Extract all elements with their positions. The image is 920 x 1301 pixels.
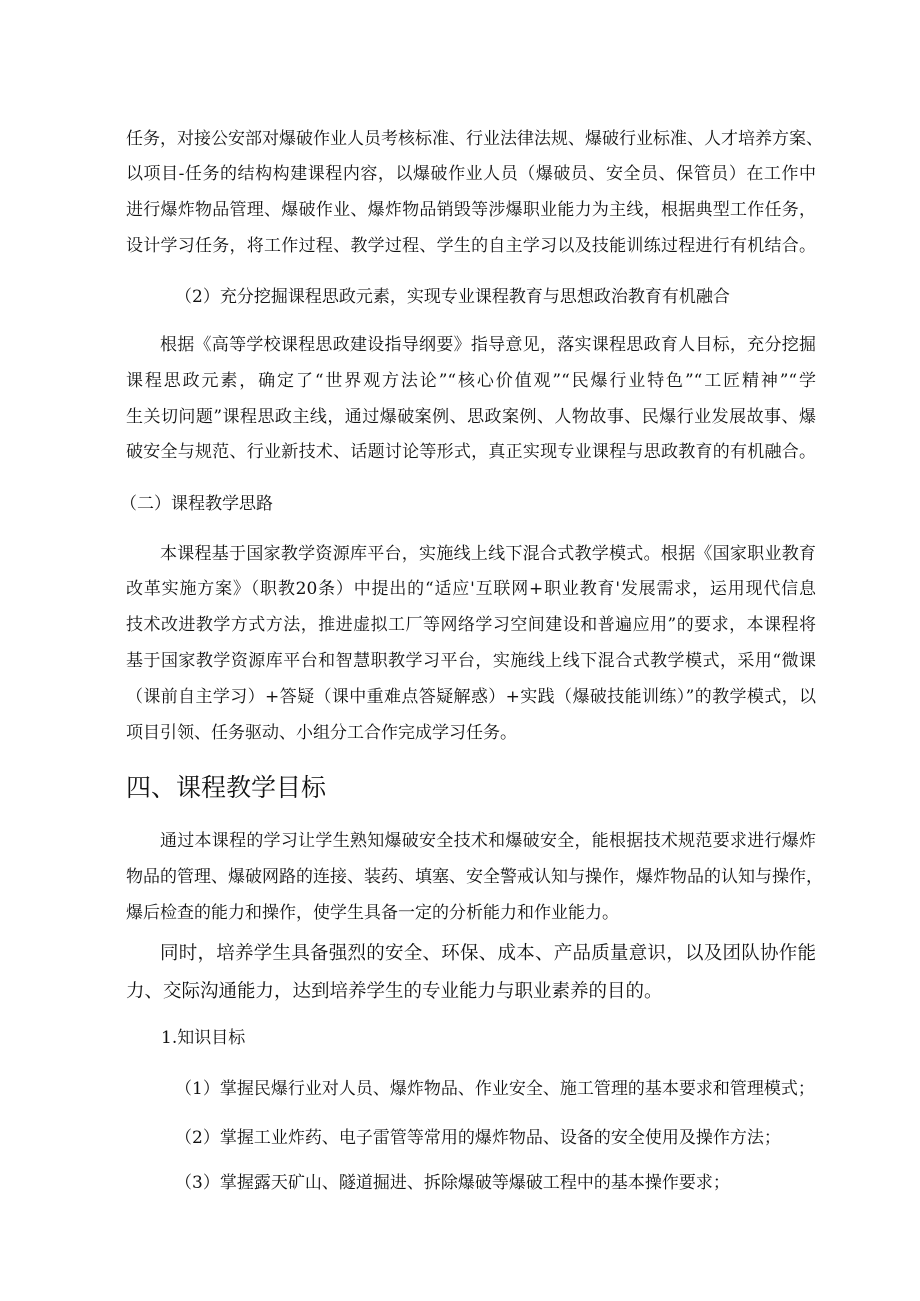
paragraph-line: （课前自主学习）+答疑（课中重难点答疑解惑）+实践（爆破技能训练）”的教学模式，以 [126, 687, 816, 707]
paragraph-line: 物品的管理、爆破网路的连接、装药、填塞、安全警戒认知与操作，爆炸物品的认知与操作， [126, 867, 823, 887]
paragraph-line: 爆后检查的能力和操作，使学生具备一定的分析能力和作业能力。 [126, 903, 619, 923]
paragraph-line: 本课程基于国家教学资源库平台，实施线上线下混合式教学模式。根据《国家职业教育 [160, 544, 816, 564]
paragraph-line: 课程思政元素，确定了“世界观方法论”“核心价值观”“民爆行业特色”“工匠精神”“学 [126, 371, 816, 391]
paragraph-line: 同时，培养学生具备强烈的安全、环保、成本、产品质量意识，以及团队协作能 [160, 943, 816, 964]
paragraph-line: 基于国家教学资源库平台和智慧职教学习平台，实施线上线下混合式教学模式，采用“微课 [126, 651, 816, 671]
paragraph-line: 改革实施方案》（职教20条）中提出的“适应'互联网+职业教育'发展需求，运用现代信息 [126, 579, 816, 599]
knowledge-item: （1）掌握民爆行业对人员、爆炸物品、作业安全、施工管理的基本要求和管理模式； [175, 1079, 815, 1099]
paragraph-line: 破安全与规范、行业新技术、话题讨论等形式，真正实现专业课程与思政教育的有机融合。 [126, 442, 816, 462]
subheading-2: （2）充分挖掘课程思政元素，实现专业课程教育与思想政治教育有机融合 [175, 287, 730, 307]
paragraph-line: 项目引领、任务驱动、小组分工合作完成学习任务。 [126, 723, 517, 743]
paragraph-line: 力、交际沟通能力，达到培养学生的专业能力与职业素养的目的。 [126, 981, 663, 1002]
paragraph-line: 以项目-任务的结构构建课程内容，以爆破作业人员（爆破员、安全员、保管员）在工作中 [126, 164, 816, 184]
paragraph-line: 任务，对接公安部对爆破作业人员考核标准、行业法律法规、爆破行业标准、人才培养方案、 [126, 129, 823, 149]
paragraph-line: 根据《高等学校课程思政建设指导纲要》指导意见，落实课程思政育人目标，充分挖掘 [160, 335, 816, 355]
paragraph-line: 技术改进教学方式方法，推进虚拟工厂等网络学习空间建设和普遍应用”的要求，本课程将 [126, 615, 816, 635]
knowledge-item: （2）掌握工业炸药、电子雷管等常用的爆炸物品、设备的安全使用及操作方法； [175, 1128, 781, 1148]
section-heading: 四、课程教学目标 [126, 773, 327, 802]
paragraph-line: 生关切问题”课程思政主线，通过爆破案例、思政案例、人物故事、民爆行业发展故事、爆 [126, 407, 816, 427]
paragraph-line: 通过本课程的学习让学生熟知爆破安全技术和爆破安全，能根据技术规范要求进行爆炸 [160, 831, 816, 851]
knowledge-goals-title: 1.知识目标 [161, 1028, 246, 1048]
knowledge-item: （3）掌握露天矿山、隧道掘进、拆除爆破等爆破工程中的基本操作要求； [175, 1173, 730, 1193]
paragraph-line: 设计学习任务，将工作过程、教学过程、学生的自主学习以及技能训练过程进行有机结合。 [126, 236, 816, 256]
paragraph-line: 进行爆炸物品管理、爆破作业、爆炸物品销毁等涉爆职业能力为主线，根据典型工作任务， [126, 200, 816, 220]
sub-section-title: （二）课程教学思路 [120, 494, 273, 514]
